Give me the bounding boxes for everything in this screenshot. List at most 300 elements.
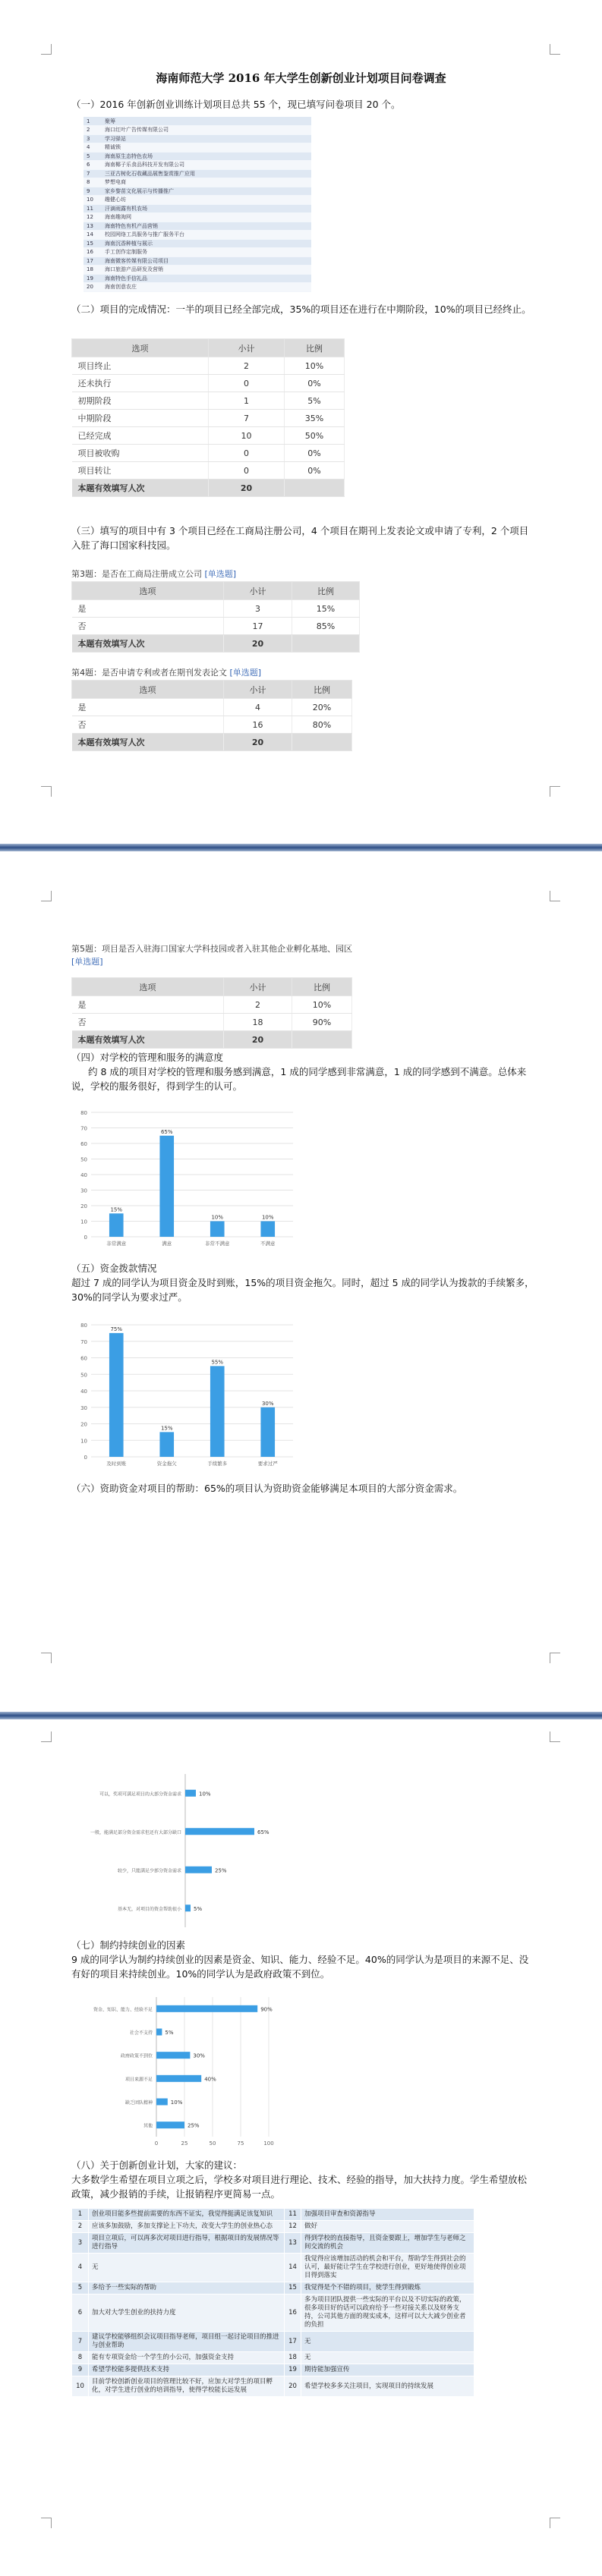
- list-item: [84, 266, 311, 275]
- x-tick-label: 50: [209, 2140, 216, 2147]
- ratio-cell: 35%: [285, 410, 345, 427]
- y-tick-label: 80: [80, 1323, 87, 1329]
- advice-text: 期待能加强宣传: [301, 2364, 474, 2376]
- project-number: 13: [84, 222, 102, 231]
- list-item: [84, 213, 311, 222]
- corner-mark: [550, 786, 560, 797]
- advice-number: 16: [285, 2294, 301, 2332]
- table-row: [72, 2376, 474, 2397]
- list-item: [84, 143, 311, 153]
- table-footer-row: [72, 1031, 352, 1049]
- project-number: 19: [84, 274, 102, 283]
- footer-count: 20: [209, 480, 285, 497]
- count-cell: 2: [209, 357, 285, 375]
- option-cell: 项目终止: [72, 357, 209, 375]
- option-cell: 否: [72, 716, 224, 734]
- ratio-cell: 80%: [292, 716, 352, 734]
- project-name: 海口红叶广告传媒有限公司: [102, 126, 311, 135]
- advice-text: 得到学校的直接指导，且资金要跟上，增加学生与老师之间交流的机会: [301, 2233, 474, 2254]
- data-label: 10%: [211, 1214, 224, 1221]
- advice-number: 10: [72, 2376, 89, 2397]
- option-cell: 项目被收购: [72, 445, 209, 462]
- table-row: [72, 2254, 474, 2282]
- corner-mark: [550, 1731, 560, 1742]
- advice-text: 希望学校能多提供技术支持: [89, 2364, 285, 2376]
- table-row: [72, 2364, 474, 2376]
- table-row: [72, 392, 345, 410]
- y-tick-label: 20: [80, 1421, 87, 1428]
- table-row: [72, 2282, 474, 2294]
- list-item: [84, 231, 311, 240]
- advice-number: 18: [285, 2352, 301, 2364]
- advice-text: 项目立项后，可以再多次对项目进行指导，根据项目的发展情况等进行指导: [89, 2233, 285, 2254]
- x-tick-label: 资金拖欠: [156, 1461, 177, 1467]
- project-number: 14: [84, 231, 102, 240]
- category-label: 资金、知识、能力、经验不足: [93, 2007, 153, 2013]
- bar: [260, 1408, 275, 1457]
- data-label: 15%: [110, 1206, 123, 1213]
- col-header-option: 选项: [72, 978, 224, 996]
- table-row: [72, 996, 352, 1014]
- project-name: 海南沉香种植与展示: [102, 239, 311, 248]
- q3-label: [71, 568, 236, 580]
- col-header-count: 小计: [224, 582, 292, 600]
- table-row: [72, 2221, 474, 2233]
- footer-label: 本题有效填写人次: [72, 1031, 224, 1049]
- data-label: 15%: [160, 1425, 173, 1432]
- ratio-cell: 15%: [292, 600, 360, 618]
- project-name: 聚筹: [102, 117, 311, 126]
- section-5-body: 超过 7 成的同学认为项目资金及时到账，15%的项目资金拖欠。同时，超过 5 成的同学认为拨款的手续繁多，30%的同学认为要求过严。: [71, 1277, 534, 1303]
- satisfaction-bar-chart: [71, 1102, 299, 1253]
- project-number: 6: [84, 161, 102, 170]
- funding-help-bar-chart: [71, 1768, 314, 1932]
- bar: [185, 1904, 191, 1911]
- document-title: 海南师范大学 2016 年大学生创新创业计划项目问卷调查: [156, 71, 446, 85]
- advice-number: 4: [72, 2254, 89, 2282]
- col-header-option: 选项: [72, 681, 224, 699]
- list-item: [84, 283, 311, 292]
- x-tick-label: 不满意: [260, 1241, 276, 1247]
- count-cell: 10: [209, 427, 285, 445]
- col-header-count: 小计: [224, 978, 292, 996]
- count-cell: 3: [224, 600, 292, 618]
- bar: [260, 1222, 275, 1238]
- bar: [210, 1222, 225, 1238]
- data-label: 55%: [211, 1359, 224, 1366]
- count-cell: 18: [224, 1014, 292, 1031]
- category-label: 基本无，对项目的资金帮助很小: [117, 1906, 181, 1912]
- page-separator: [0, 1712, 602, 1719]
- project-number: 20: [84, 283, 102, 292]
- project-name: 三亚古树化石收藏品展售鉴赏推广应用: [102, 169, 311, 178]
- ratio-cell: 0%: [285, 445, 345, 462]
- y-tick-label: 10: [80, 1438, 87, 1445]
- list-item: [84, 274, 311, 283]
- x-tick-label: 满意: [162, 1241, 172, 1247]
- project-name: 海南趣淘网: [102, 213, 311, 222]
- col-header-ratio: 比例: [292, 978, 352, 996]
- project-number: 8: [84, 178, 102, 187]
- y-tick-label: 70: [80, 1125, 87, 1132]
- table-row: [72, 445, 345, 462]
- project-number: 4: [84, 143, 102, 153]
- data-label: 5%: [194, 1905, 203, 1912]
- bar: [185, 1828, 254, 1835]
- q4-tag: [单选题]: [229, 668, 262, 678]
- funding-bar-chart: [71, 1314, 299, 1474]
- bar: [156, 2029, 162, 2036]
- x-tick-label: 100: [263, 2140, 274, 2147]
- y-tick-label: 40: [80, 1172, 87, 1178]
- y-tick-label: 0: [84, 1455, 87, 1461]
- option-cell: 初期阶段: [72, 392, 209, 410]
- category-label: 政府政策不到位: [120, 2053, 153, 2059]
- bar: [210, 1366, 225, 1457]
- footer-count: 20: [224, 1031, 292, 1049]
- option-cell: 中期阶段: [72, 410, 209, 427]
- advice-text: 无: [301, 2332, 474, 2352]
- data-label: 90%: [260, 2006, 273, 2013]
- q3-tag: [单选题]: [204, 569, 237, 579]
- list-item: [84, 134, 311, 143]
- option-cell: 是: [72, 600, 224, 618]
- y-tick-label: 30: [80, 1404, 87, 1411]
- list-item: [84, 152, 311, 161]
- col-header-option: 选项: [72, 339, 209, 357]
- advice-number: 12: [285, 2221, 301, 2233]
- advice-text: 无: [301, 2352, 474, 2364]
- project-name: 汗滴雨露有机农场: [102, 204, 311, 213]
- advice-number: 8: [72, 2352, 89, 2364]
- advice-number: 2: [72, 2221, 89, 2233]
- section-6-text: （六）资助资金对项目的帮助：65%的项目认为资助资金能够满足本项目的大部分资金需求。: [71, 1483, 463, 1494]
- section-4-heading: （四）对学校的管理和服务的满意度: [71, 1052, 224, 1063]
- table-row: [72, 427, 345, 445]
- table-footer-row: [72, 480, 345, 497]
- section-8-body: 大多数学生希望在项目立项之后，学校多对项目进行理论、技术、经验的指导，加大扶持力度。学生希望放松政策，减少报销的手续，让报销程序更简易一点。: [71, 2174, 528, 2200]
- section-3-text: （三）填写的项目中有 3 个项目已经在工商局注册公司，4 个项目在期刊上发表论文或申请了专利，2 个项目入驻了海口国家科技园。: [71, 525, 529, 551]
- list-item: [84, 239, 311, 248]
- ratio-cell: 10%: [285, 357, 345, 375]
- advice-number: 7: [72, 2332, 89, 2352]
- ratio-cell: 10%: [292, 996, 352, 1014]
- footer-ratio: [292, 1031, 352, 1049]
- option-cell: 否: [72, 618, 224, 635]
- table-row: [72, 375, 345, 392]
- project-number: 11: [84, 204, 102, 213]
- data-label: 10%: [261, 1214, 274, 1221]
- corner-mark: [41, 1653, 52, 1663]
- footer-label: 本题有效填写人次: [72, 635, 224, 653]
- project-number: 16: [84, 248, 102, 257]
- advice-text: 应该多加鼓励，多加支撑论上下功夫，改变大学生的创业热心态: [89, 2221, 285, 2233]
- category-label: 社会不支持: [129, 2030, 153, 2036]
- category-label: 其他: [143, 2123, 153, 2129]
- q5-table: [71, 977, 352, 1049]
- advice-text: 我觉得应该增加活动的机会和平台，帮助学生得到社会的认可，最好能让学生在学校进行创业，更好地使得创业项目得到落实: [301, 2254, 474, 2282]
- page-2: [0, 851, 602, 1712]
- footer-ratio: [292, 734, 352, 751]
- col-header-ratio: 比例: [292, 582, 360, 600]
- page-1: [0, 0, 602, 844]
- y-tick-label: 70: [80, 1338, 87, 1345]
- y-tick-label: 40: [80, 1389, 87, 1395]
- data-label: 30%: [261, 1400, 274, 1407]
- table-row: [72, 2209, 474, 2221]
- bar: [159, 1432, 174, 1457]
- bar: [156, 2075, 201, 2082]
- data-label: 25%: [215, 1867, 227, 1874]
- table-row: [72, 699, 352, 716]
- advice-text: 无: [89, 2254, 285, 2282]
- project-name: 手工创作定制服务: [102, 248, 311, 257]
- list-item: [84, 222, 311, 231]
- section-1-text: （一）2016 年创新创业训练计划项目总共 55 个，现已填写问卷项目 20 个。: [71, 99, 401, 110]
- footer-ratio: [285, 480, 345, 497]
- option-cell: 是: [72, 996, 224, 1014]
- table-row: [72, 618, 360, 635]
- list-item: [84, 178, 311, 187]
- section-5-heading: （五）资金拨款情况: [71, 1263, 157, 1274]
- count-cell: 2: [224, 996, 292, 1014]
- corner-mark: [550, 891, 560, 901]
- table-row: [72, 462, 345, 480]
- option-cell: 还未执行: [72, 375, 209, 392]
- project-name: 梦想电商: [102, 178, 311, 187]
- y-tick-label: 20: [80, 1203, 87, 1209]
- project-name: 精诚锁: [102, 143, 311, 153]
- corner-mark: [41, 786, 52, 797]
- option-cell: 否: [72, 1014, 224, 1031]
- list-item: [84, 196, 311, 205]
- col-header-ratio: 比例: [285, 339, 345, 357]
- advice-text: 加强项目审查和资源指导: [301, 2209, 474, 2221]
- data-label: 10%: [170, 2099, 183, 2106]
- x-tick-label: 要求过严: [257, 1461, 278, 1467]
- project-name: 海南微客传媒有限公司项目: [102, 256, 311, 266]
- list-item: [84, 248, 311, 257]
- project-name: 海口旅游产品研发及营销: [102, 266, 311, 275]
- section-4-body: 约 8 成的项目对学校的管理和服务感到满意，1 成的同学感到非常满意，1 成的同学感到不满意。总体来说，学校的服务很好，得到学生的认可。: [71, 1066, 527, 1092]
- project-number: 5: [84, 152, 102, 161]
- count-cell: 16: [224, 716, 292, 734]
- list-item: [84, 126, 311, 135]
- advice-number: 14: [285, 2254, 301, 2282]
- data-label: 40%: [204, 2076, 216, 2083]
- table-row: [72, 716, 352, 734]
- advice-text: 创业项目能多些提前需要的东西不证实，我觉得挺满足该复知识: [89, 2209, 285, 2221]
- project-name: 海南创意农庄: [102, 283, 311, 292]
- project-name: 学习驿站: [102, 134, 311, 143]
- project-name: 家乡黎苗文化展示与传播推广: [102, 187, 311, 196]
- q4-question: 第4题：是否申请专利或者在期刊发表论文: [71, 668, 227, 678]
- table-row: [72, 2332, 474, 2352]
- section-7-heading: （七）制约持续创业的因素: [71, 1939, 186, 1951]
- y-tick-label: 10: [80, 1219, 87, 1225]
- y-tick-label: 50: [80, 1372, 87, 1379]
- q5-label: [71, 942, 352, 968]
- q4-label: [71, 666, 261, 678]
- advice-number: 19: [285, 2364, 301, 2376]
- bar: [156, 2052, 190, 2059]
- bar: [185, 1790, 196, 1797]
- x-tick-label: 非常不满意: [205, 1241, 230, 1247]
- advice-number: 5: [72, 2282, 89, 2294]
- list-item: [84, 256, 311, 266]
- advice-number: 1: [72, 2209, 89, 2221]
- advice-text: 建议学校能够组织会议项目指导老师，项目组一起讨论项目的推进与创业帮助: [89, 2332, 285, 2352]
- category-label: 缺乏团队精神: [124, 2100, 153, 2106]
- q5-tag: [单选题]: [71, 957, 103, 967]
- project-name: 趣健心坊: [102, 196, 311, 205]
- count-cell: 17: [224, 618, 292, 635]
- data-label: 25%: [188, 2122, 200, 2129]
- y-tick-label: 60: [80, 1355, 87, 1362]
- bar: [159, 1136, 174, 1237]
- data-label: 75%: [110, 1326, 123, 1332]
- table-row: [72, 2233, 474, 2254]
- project-number: 18: [84, 266, 102, 275]
- option-cell: 已经完成: [72, 427, 209, 445]
- list-item: [84, 161, 311, 170]
- list-item: [84, 187, 311, 196]
- y-tick-label: 30: [80, 1187, 87, 1194]
- project-name: 海南椰子乐食品科技开发有限公司: [102, 161, 311, 170]
- col-header-count: 小计: [209, 339, 285, 357]
- ratio-cell: 0%: [285, 375, 345, 392]
- advice-text: 能有专项资金给一个学生的小公司，加强资金支持: [89, 2352, 285, 2364]
- project-number: 15: [84, 239, 102, 248]
- page-3: [0, 1719, 602, 2576]
- advice-number: 20: [285, 2376, 301, 2397]
- data-label: 10%: [199, 1791, 211, 1798]
- category-label: 可以，奖项可满足项目的大部分资金需求: [99, 1791, 181, 1798]
- footer-label: 本题有效填写人次: [72, 734, 224, 751]
- advice-number: 11: [285, 2209, 301, 2221]
- count-cell: 7: [209, 410, 285, 427]
- footer-label: 本题有效填写人次: [72, 480, 209, 497]
- advice-text: 加大对大学生创业的扶持力度: [89, 2294, 285, 2332]
- y-tick-label: 60: [80, 1141, 87, 1147]
- advice-text: 目前学校创新创业项目的管理比较不好，应加大对学生的项目孵化，对学生进行创业的培训指导，使得学校能长远发展: [89, 2376, 285, 2397]
- category-label: 项目来源不足: [124, 2077, 153, 2083]
- q4-table: [71, 680, 352, 751]
- project-number: 2: [84, 126, 102, 135]
- count-cell: 0: [209, 375, 285, 392]
- count-cell: 0: [209, 445, 285, 462]
- col-header-option: 选项: [72, 582, 224, 600]
- project-name: 校园网络工具服务与推广服务平台: [102, 231, 311, 240]
- y-tick-label: 0: [84, 1235, 87, 1241]
- project-number: 3: [84, 134, 102, 143]
- x-tick-label: 及时到账: [106, 1461, 127, 1467]
- advice-number: 13: [285, 2233, 301, 2254]
- advice-number: 15: [285, 2282, 301, 2294]
- q3-table: [71, 581, 360, 653]
- q5-question: 第5题：项目是否入驻海口国家大学科技园或者入驻其他企业孵化基地、园区: [71, 944, 352, 954]
- project-number: 1: [84, 117, 102, 126]
- bar: [156, 2122, 184, 2128]
- table-row: [72, 2294, 474, 2332]
- data-label: 30%: [193, 2052, 205, 2059]
- project-number: 9: [84, 187, 102, 196]
- footer-count: 20: [224, 635, 292, 653]
- ratio-cell: 0%: [285, 462, 345, 480]
- bar: [109, 1333, 124, 1457]
- ratio-cell: 5%: [285, 392, 345, 410]
- data-label: 65%: [257, 1829, 269, 1835]
- corner-mark: [550, 44, 560, 55]
- category-label: 较少，只能满足少部分资金需求: [117, 1868, 181, 1874]
- footer-count: 20: [224, 734, 292, 751]
- x-tick-label: 手续繁多: [207, 1461, 228, 1467]
- footer-ratio: [292, 635, 360, 653]
- col-header-count: 小计: [224, 681, 292, 699]
- section-7-body: 9 成的同学认为制约持续创业的因素是资金、知识、能力、经验不足。40%的同学认为是项目的来源不足、没有好的项目来持续创业。10%的同学认为是政府政策不到位。: [71, 1954, 529, 1980]
- corner-mark: [41, 2518, 52, 2528]
- corner-mark: [550, 1653, 560, 1663]
- bar: [156, 2099, 168, 2106]
- advice-number: 3: [72, 2233, 89, 2254]
- option-cell: 是: [72, 699, 224, 716]
- project-name: 海南特色有机产品营销: [102, 222, 311, 231]
- bar: [156, 2005, 257, 2012]
- ratio-cell: 85%: [292, 618, 360, 635]
- count-cell: 4: [224, 699, 292, 716]
- table-row: [72, 2352, 474, 2364]
- table-row: [72, 600, 360, 618]
- project-number: 12: [84, 213, 102, 222]
- project-number: 10: [84, 196, 102, 205]
- advice-text: 多为项目团队提供一些实际的平台以及不切实际的政策，很多项目好的话可以政府给予一些对接关系以及财务支持，公司其他方面的现实成本，这样可以大大减少创业者的负担: [301, 2294, 474, 2332]
- advice-text: 希望学校多多关注项目，实现项目的持续发展: [301, 2376, 474, 2397]
- project-number: 17: [84, 256, 102, 266]
- bar: [185, 1867, 212, 1873]
- x-tick-label: 75: [237, 2140, 244, 2147]
- ratio-cell: 50%: [285, 427, 345, 445]
- table-row: [72, 1014, 352, 1031]
- data-label: 5%: [165, 2030, 174, 2036]
- advice-text: 我觉得是个不错的项目，使学生得到锻炼: [301, 2282, 474, 2294]
- q3-question: 第3题：是否在工商局注册成立公司: [71, 569, 202, 579]
- table-row: [72, 357, 345, 375]
- advice-number: 17: [285, 2332, 301, 2352]
- x-tick-label: 非常满意: [106, 1241, 127, 1247]
- count-cell: 1: [209, 392, 285, 410]
- corner-mark: [41, 1731, 52, 1742]
- list-item: [84, 117, 311, 126]
- advice-number: 6: [72, 2294, 89, 2332]
- x-tick-label: 0: [154, 2140, 159, 2147]
- y-tick-label: 50: [80, 1156, 87, 1163]
- project-name: 海南原生态特色农场: [102, 152, 311, 161]
- section-2-text: （二）项目的完成情况：一半的项目已经全部完成，35%的项目还在进行在中期阶段，10%的项目已经终止。: [71, 304, 531, 315]
- data-label: 65%: [160, 1128, 173, 1135]
- project-name: 海南特色手信礼品: [102, 274, 311, 283]
- advice-number: 9: [72, 2364, 89, 2376]
- advice-text: 多给予一些实际的帮助: [89, 2282, 285, 2294]
- corner-mark: [41, 891, 52, 901]
- table-footer-row: [72, 734, 352, 751]
- list-item: [84, 204, 311, 213]
- x-tick-label: 25: [181, 2140, 188, 2147]
- constraints-bar-chart: [71, 1991, 292, 2150]
- table-row: [72, 410, 345, 427]
- corner-mark: [41, 44, 52, 55]
- project-list-table: [84, 117, 311, 292]
- y-tick-label: 80: [80, 1110, 87, 1116]
